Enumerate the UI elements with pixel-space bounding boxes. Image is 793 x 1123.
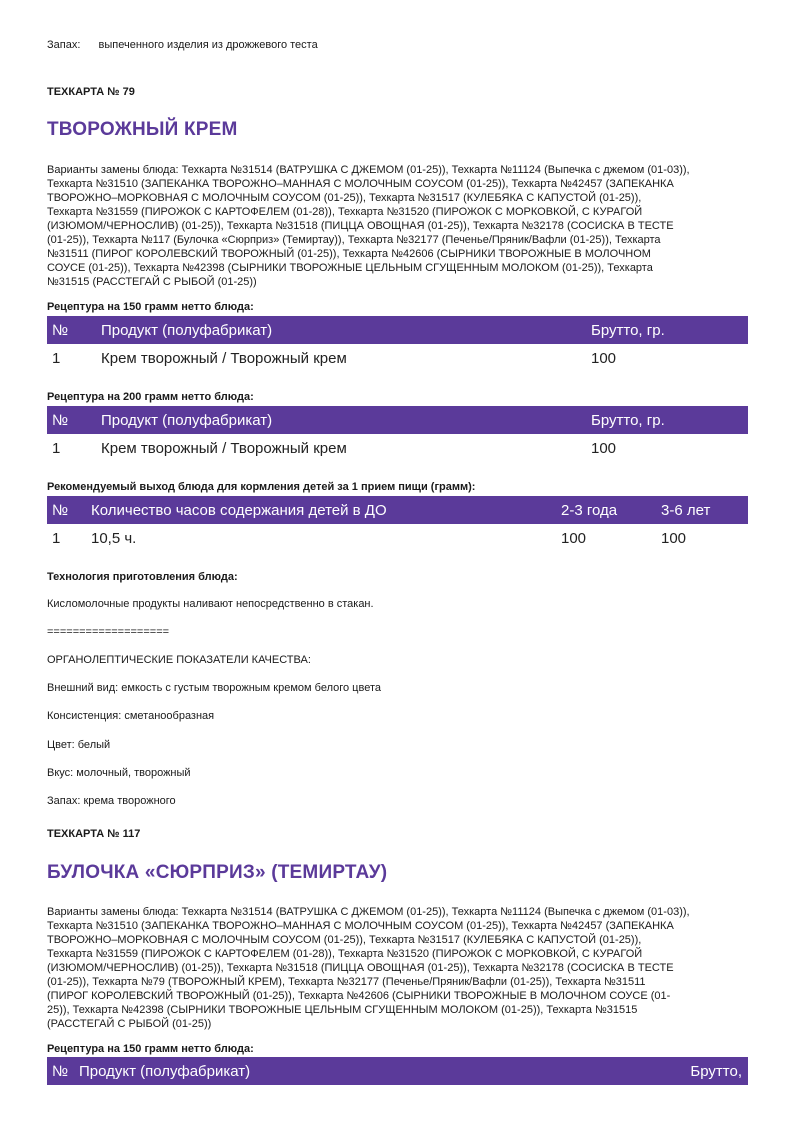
col-no-header: № — [52, 1062, 69, 1080]
col-age2-header: 3-6 лет — [661, 501, 711, 519]
variants-line: Техкарта №31510 (ЗАПЕКАНКА ТВОРОЖНО–МАННАЯ С МОЛОЧНЫМ СОУСОМ (01-25)), Техкарта №42457 (ЗАПЕКАНКА — [47, 920, 674, 932]
card79-variants — [47, 163, 750, 289]
quality-color: Цвет: белый — [47, 739, 111, 751]
col-no-header: № — [52, 321, 69, 339]
table-row — [47, 344, 748, 372]
card117-variants — [47, 905, 750, 1031]
top-smell-label: Запах: — [47, 39, 81, 51]
card117-number: ТЕХКАРТА № 117 — [47, 828, 141, 840]
variants-line: СОУСЕ (01-25)), Техкарта №42398 (СЫРНИКИ ТВОРОЖНЫЕ ЦЕЛЬНЫМ СГУЩЕННЫМ МОЛОКОМ (01-25)), Техкарта — [47, 262, 653, 274]
row-product: Крем творожный / Творожный крем — [101, 349, 347, 367]
separator: =================== — [47, 626, 170, 638]
card79-title: ТВОРОЖНЫЙ КРЕМ — [47, 119, 238, 140]
card79-tech-text: Кисломолочные продукты наливают непосредственно в стакан. — [47, 598, 374, 610]
variants-line: №31511 (ПИРОГ КОРОЛЕВСКИЙ ТВОРОЖНЫЙ (01-25)), Техкарта №42606 (СЫРНИКИ ТВОРОЖНЫЕ В МОЛОЧНОМ — [47, 248, 651, 260]
variants-line: 25)), Техкарта №42398 (СЫРНИКИ ТВОРОЖНЫЕ ЦЕЛЬНЫМ СГУЩЕННЫМ МОЛОКОМ (01-25)), Техкарта №31515 — [47, 1004, 638, 1016]
row-no: 1 — [52, 349, 61, 367]
col-gross-header: Брутто, гр. — [591, 321, 665, 339]
row-hours: 10,5 ч. — [91, 529, 137, 547]
variants-line: Варианты замены блюда: Техкарта №31514 (ВАТРУШКА С ДЖЕМОМ (01-25)), Техкарта №11124 (Выпечка с джемом (01-03)), — [47, 906, 690, 918]
col-gross-header: Брутто, — [690, 1062, 742, 1080]
table-header-row — [47, 406, 748, 434]
variants-line: Техкарта №31559 (ПИРОЖОК С КАРТОФЕЛЕМ (01-28)), Техкарта №31520 (ПИРОЖОК С МОРКОВКОЙ, С КУРАГОЙ — [47, 948, 643, 960]
row-age1: 100 — [561, 529, 587, 547]
table-header-row — [47, 496, 748, 524]
row-age2: 100 — [661, 529, 687, 547]
quality-appearance: Внешний вид: емкость с густым творожным кремом белого цвета — [47, 682, 381, 694]
card79-recipe150-label: Рецептура на 150 грамм нетто блюда: — [47, 301, 254, 313]
table-row — [47, 434, 748, 462]
card117-title: БУЛОЧКА «СЮРПРИЗ» (ТЕМИРТАУ) — [47, 862, 388, 883]
col-product-header: Продукт (полуфабрикат) — [79, 1062, 251, 1080]
quality-title: ОРГАНОЛЕПТИЧЕСКИЕ ПОКАЗАТЕЛИ КАЧЕСТВА: — [47, 654, 311, 666]
card117-recipe150-table — [47, 1057, 748, 1085]
top-smell-line — [47, 38, 318, 52]
col-hours-header: Количество часов содержания детей в ДО — [91, 501, 387, 519]
row-product: Крем творожный / Творожный крем — [101, 439, 347, 457]
col-product-header: Продукт (полуфабрикат) — [101, 321, 273, 339]
variants-line: (ИЗЮМОМ/ЧЕРНОСЛИВ) (01-25)), Техкарта №31518 (ПИЦЦА ОВОЩНАЯ (01-25)), Техкарта №32178 (СОСИСКА В ТЕСТЕ — [47, 962, 674, 974]
variants-line: Варианты замены блюда: Техкарта №31514 (ВАТРУШКА С ДЖЕМОМ (01-25)), Техкарта №11124 (Выпечка с джемом (01-03)), — [47, 164, 690, 176]
variants-line: (ПИРОГ КОРОЛЕВСКИЙ ТВОРОЖНЫЙ (01-25)), Техкарта №42606 (СЫРНИКИ ТВОРОЖНЫЕ В МОЛОЧНОМ СОУСЕ (01- — [47, 990, 671, 1002]
row-no: 1 — [52, 439, 61, 457]
col-age1-header: 2-3 года — [561, 501, 618, 519]
table-header-row — [47, 316, 748, 344]
variants-line: ТВОРОЖНО–МОРКОВНАЯ С МОЛОЧНЫМ СОУСОМ (01-25)), Техкарта №31517 (КУЛЕБЯКА С КАПУСТОЙ (01-25)), — [47, 934, 642, 946]
variants-line: Техкарта №31510 (ЗАПЕКАНКА ТВОРОЖНО–МАННАЯ С МОЛОЧНЫМ СОУСОМ (01-25)), Техкарта №42457 (ЗАПЕКАНКА — [47, 178, 674, 190]
card79-tech-label: Технология приготовления блюда: — [47, 571, 238, 583]
row-gross: 100 — [591, 439, 617, 457]
variants-line: ТВОРОЖНО–МОРКОВНАЯ С МОЛОЧНЫМ СОУСОМ (01-25)), Техкарта №31517 (КУЛЕБЯКА С КАПУСТОЙ (01-25)), — [47, 192, 642, 204]
card117-recipe150-label: Рецептура на 150 грамм нетто блюда: — [47, 1043, 254, 1055]
col-no-header: № — [52, 411, 69, 429]
top-smell-value: выпеченного изделия из дрожжевого теста — [98, 39, 318, 51]
variants-line: (01-25)), Техкарта №79 (ТВОРОЖНЫЙ КРЕМ), Техкарта №32177 (Печенье/Пряник/Вафли (01-25)), Техкарта №31511 — [47, 976, 646, 988]
variants-line: №31515 (РАССТЕГАЙ С РЫБОЙ (01-25)) — [47, 276, 257, 288]
card79-recipe150-table — [47, 316, 748, 372]
col-gross-header: Брутто, гр. — [591, 411, 665, 429]
variants-line: (ИЗЮМОМ/ЧЕРНОСЛИВ) (01-25)), Техкарта №31518 (ПИЦЦА ОВОЩНАЯ (01-25)), Техкарта №32178 (СОСИСКА В ТЕСТЕ — [47, 220, 674, 232]
table-header-row — [47, 1057, 748, 1085]
row-no: 1 — [52, 529, 61, 547]
row-gross: 100 — [591, 349, 617, 367]
col-product-header: Продукт (полуфабрикат) — [101, 411, 273, 429]
variants-line: (РАССТЕГАЙ С РЫБОЙ (01-25)) — [47, 1018, 212, 1030]
quality-taste: Вкус: молочный, творожный — [47, 767, 191, 779]
card79-recipe200-table — [47, 406, 748, 462]
quality-consistency: Консистенция: сметанообразная — [47, 710, 215, 722]
card79-output-label: Рекомендуемый выход блюда для кормления детей за 1 прием пищи (грамм): — [47, 481, 476, 493]
card79-number: ТЕХКАРТА № 79 — [47, 86, 135, 98]
variants-line: Техкарта №31559 (ПИРОЖОК С КАРТОФЕЛЕМ (01-28)), Техкарта №31520 (ПИРОЖОК С МОРКОВКОЙ, С КУРАГОЙ — [47, 206, 643, 218]
card79-output-table — [47, 496, 748, 552]
table-row — [47, 524, 748, 552]
card79-recipe200-label: Рецептура на 200 грамм нетто блюда: — [47, 391, 254, 403]
col-no-header: № — [52, 501, 69, 519]
quality-smell: Запах: крема творожного — [47, 795, 176, 807]
variants-line: (01-25)), Техкарта №117 (Булочка «Сюрприз» (Темиртау)), Техкарта №32177 (Печенье/Пряник/Вафли (01-25)), Техкарта — [47, 234, 661, 246]
